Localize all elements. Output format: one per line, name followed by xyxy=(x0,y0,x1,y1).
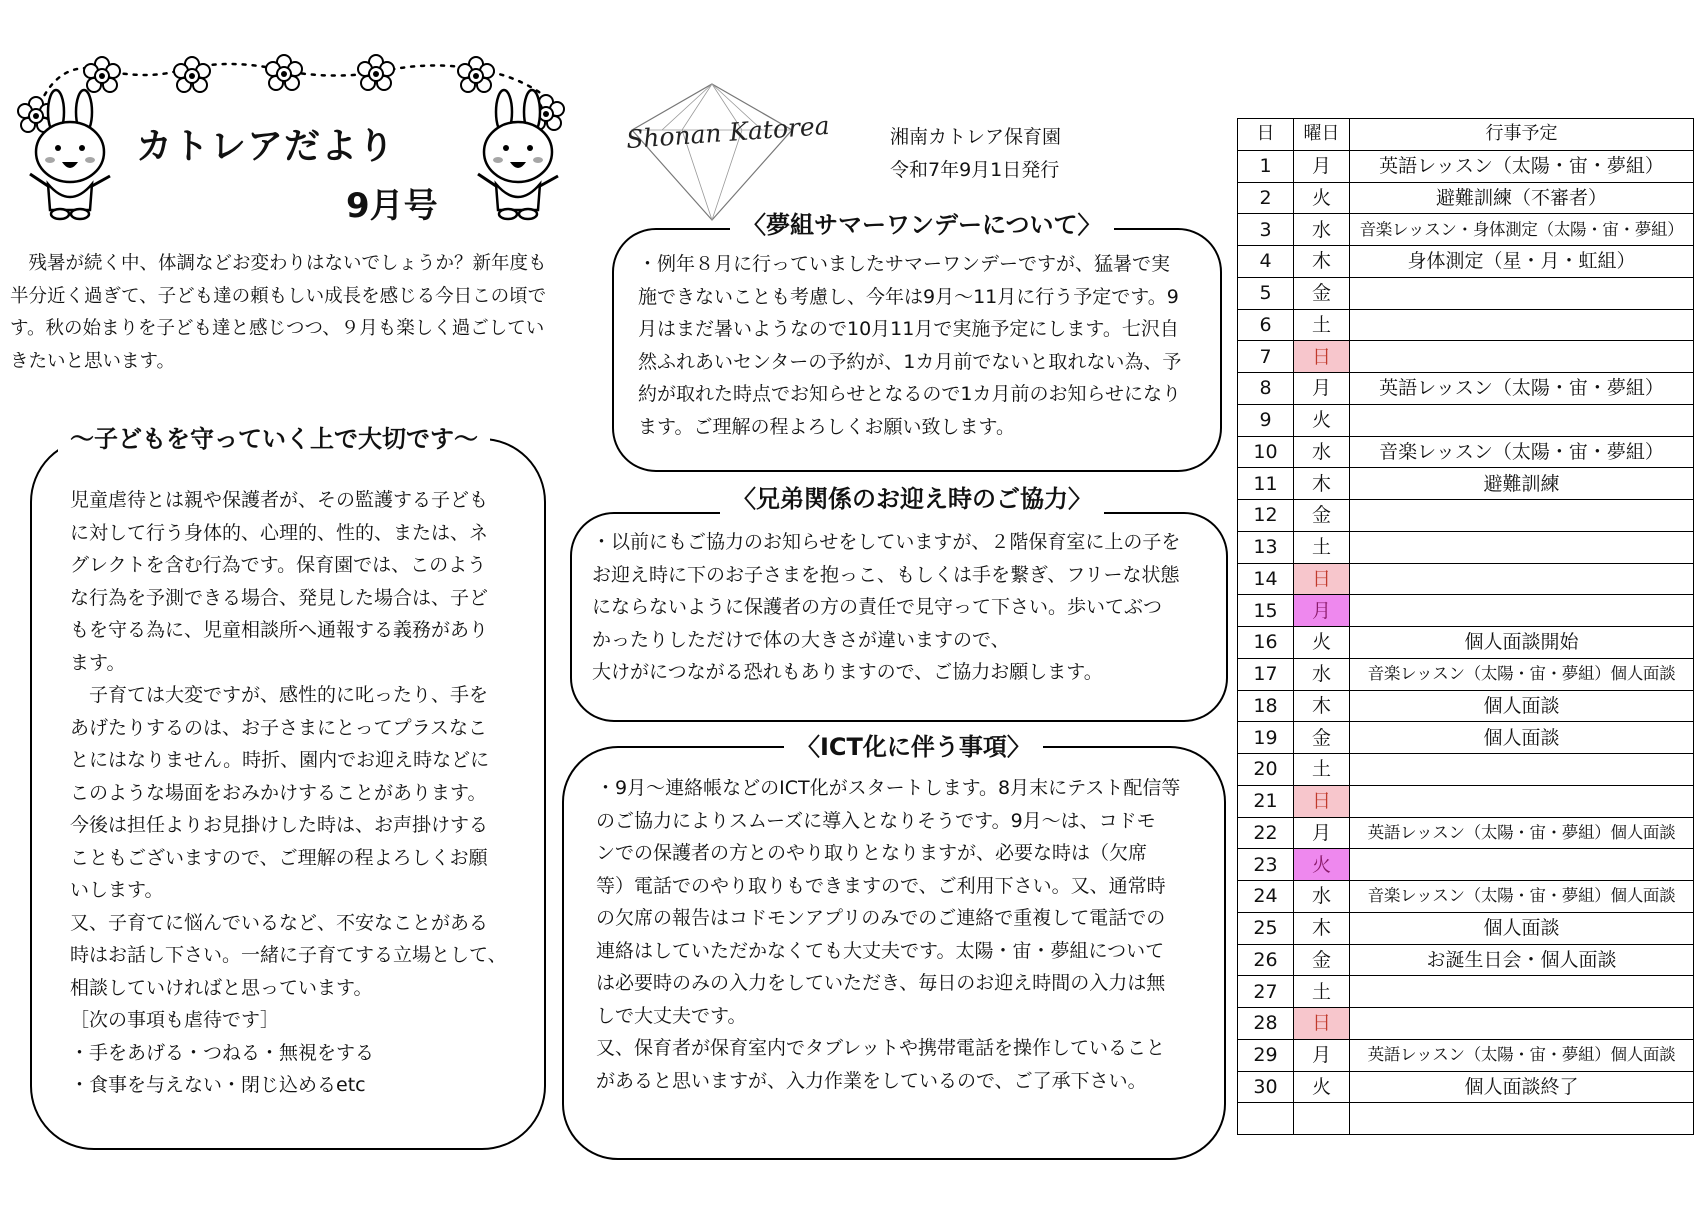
schedule-weekday-cell: 日 xyxy=(1294,341,1350,373)
schedule-weekday-cell: 火 xyxy=(1294,849,1350,881)
summer-section-title: 〈夢組サマーワンデーについて〉 xyxy=(730,210,1114,240)
schedule-day-cell: 4 xyxy=(1238,246,1294,278)
schedule-weekday-cell: 水 xyxy=(1294,436,1350,468)
schedule-weekday-cell: 土 xyxy=(1294,754,1350,786)
schedule-weekday-cell: 水 xyxy=(1294,658,1350,690)
schedule-weekday-cell: 水 xyxy=(1294,214,1350,246)
ict-section-title: 〈ICT化に伴う事項〉 xyxy=(784,732,1043,762)
schedule-weekday-cell: 火 xyxy=(1294,1071,1350,1103)
school-logo-text: Shonan Katorea xyxy=(625,110,831,155)
flower-icon xyxy=(358,55,394,90)
schedule-day-cell: 1 xyxy=(1238,150,1294,182)
schedule-event-cell xyxy=(1350,976,1694,1008)
schedule-row xyxy=(1238,500,1694,532)
flower-icon xyxy=(458,57,494,92)
schedule-day-cell: 18 xyxy=(1238,690,1294,722)
school-name: 湘南カトレア保育園 xyxy=(890,126,1062,148)
schedule-row xyxy=(1238,785,1694,817)
schedule-row xyxy=(1238,754,1694,786)
siblings-section-title: 〈兄弟関係のお迎え時のご協力〉 xyxy=(720,484,1104,514)
schedule-event-cell: 英語レッスン（太陽・宙・夢組）個人面談 xyxy=(1350,817,1694,849)
schedule-weekday-cell: 月 xyxy=(1294,595,1350,627)
schedule-row xyxy=(1238,182,1694,214)
schedule-event-cell: 個人面談 xyxy=(1350,722,1694,754)
issue-date: 令和7年9月1日発行 xyxy=(890,159,1060,181)
schedule-row xyxy=(1238,246,1694,278)
schedule-row xyxy=(1238,1103,1694,1135)
schedule-row xyxy=(1238,468,1694,500)
schedule-event-cell xyxy=(1350,1008,1694,1040)
schedule-day-cell: 12 xyxy=(1238,500,1294,532)
schedule-day-cell: 25 xyxy=(1238,912,1294,944)
schedule-day-cell: 5 xyxy=(1238,277,1294,309)
schedule-day-cell: 11 xyxy=(1238,468,1294,500)
summer-section-body: ・例年８月に行っていましたサマーワンデーですが、猛暑で実 施できないことも考慮し、今年は9月～11月に行う予定です。9 月はまだ暑いようなので10月11月で実施予定にします。七沢自 然ふれあいセンターの予約が、1カ月前でないと取れない為、予 約が取れた時点でお知らせとなるので1カ月前のお知らせになり ます。ご理解の程よろしくお願い致します。 xyxy=(638,253,1182,438)
event-schedule-table xyxy=(1237,118,1694,1135)
schedule-event-cell xyxy=(1350,1103,1694,1135)
schedule-day-cell: 21 xyxy=(1238,785,1294,817)
siblings-section-body: ・以前にもご協力のお知らせをしていますが、２階保育室に上の子を お迎え時に下のお子さまを抱っこ、もしくは手を繋ぎ、フリーな状態 にならないように保護者の方の責任で見守って下さい。歩いてぶつ かったりしただけで体の大きさが違いますので、 大けがにつながる恐れもありますので、ご協力お願します。 xyxy=(592,531,1181,683)
schedule-weekday-cell: 土 xyxy=(1294,976,1350,1008)
schedule-day-cell: 14 xyxy=(1238,563,1294,595)
protect-section-body: 児童虐待とは親や保護者が、その監護する子ども に対して行う身体的、心理的、性的、または、ネ グレクトを含む行為です。保育園では、このよう な行為を予測できる場合、発見した場合は、子ど もを守る為に、児童相談所へ通報する義務があり ます。 子育ては大変ですが、感性的に叱ったり、手を あげたりするのは、お子さまにとってプラスなこ とにはなりません。時折、園内でお迎え時などに このような場面をおみかけすることがあります。 今後は担任よりお見掛けした時は、お声掛けする こともございますので、ご理解の程よろしくお願 いします。 又、子育てに悩んでいるなど、不安なことがある 時はお話し下さい。一緒に子育てする立場として、 相談していければと思っています。 ［次の事項も虐待です］ ・手をあげる・つねる・無視をする ・食事を与えない・閉じ込めるetc xyxy=(70,489,507,1096)
schedule-event-cell xyxy=(1350,309,1694,341)
flower-icon xyxy=(174,57,210,92)
schedule-event-cell xyxy=(1350,595,1694,627)
schedule-event-cell: お誕生日会・個人面談 xyxy=(1350,944,1694,976)
schedule-event-cell: 音楽レッスン・身体測定（太陽・宙・夢組） xyxy=(1350,214,1694,246)
schedule-weekday-cell: 木 xyxy=(1294,912,1350,944)
schedule-weekday-cell: 水 xyxy=(1294,881,1350,913)
schedule-weekday-cell: 火 xyxy=(1294,404,1350,436)
schedule-day-cell: 13 xyxy=(1238,531,1294,563)
schedule-event-cell: 音楽レッスン（太陽・宙・夢組） xyxy=(1350,436,1694,468)
schedule-day-cell: 16 xyxy=(1238,627,1294,659)
schedule-day-cell: 10 xyxy=(1238,436,1294,468)
schedule-event-cell: 英語レッスン（太陽・宙・夢組） xyxy=(1350,150,1694,182)
schedule-weekday-cell: 木 xyxy=(1294,690,1350,722)
schedule-row xyxy=(1238,373,1694,405)
schedule-day-cell: 28 xyxy=(1238,1008,1294,1040)
day-column-header: 日 xyxy=(1238,119,1294,151)
schedule-row xyxy=(1238,404,1694,436)
schedule-event-cell xyxy=(1350,563,1694,595)
schedule-day-cell: 7 xyxy=(1238,341,1294,373)
schedule-event-cell: 音楽レッスン（太陽・宙・夢組）個人面談 xyxy=(1350,658,1694,690)
schedule-row xyxy=(1238,214,1694,246)
newsletter-title: カトレアだより xyxy=(136,126,396,167)
schedule-weekday-cell xyxy=(1294,1103,1350,1135)
schedule-event-cell: 個人面談 xyxy=(1350,690,1694,722)
schedule-row xyxy=(1238,944,1694,976)
schedule-weekday-cell: 土 xyxy=(1294,309,1350,341)
schedule-row xyxy=(1238,722,1694,754)
schedule-day-cell: 19 xyxy=(1238,722,1294,754)
schedule-day-cell: 24 xyxy=(1238,881,1294,913)
schedule-event-cell xyxy=(1350,404,1694,436)
schedule-event-cell: 避難訓練 xyxy=(1350,468,1694,500)
schedule-row xyxy=(1238,531,1694,563)
intro-text: 残暑が続く中、体調などお変わりはないでしょうか？新年度も 半分近く過ぎて、子ども達の頼もしい成長を感じる今日この頃で す。秋の始まりを子ども達と感じつつ、９月も楽しく過ごしてい きたいと思います。 xyxy=(10,253,547,372)
schedule-day-cell: 3 xyxy=(1238,214,1294,246)
schedule-row xyxy=(1238,436,1694,468)
schedule-day-cell: 2 xyxy=(1238,182,1294,214)
schedule-day-cell: 8 xyxy=(1238,373,1294,405)
schedule-row xyxy=(1238,277,1694,309)
schedule-weekday-cell: 金 xyxy=(1294,277,1350,309)
schedule-row xyxy=(1238,1071,1694,1103)
schedule-event-cell: 英語レッスン（太陽・宙・夢組） xyxy=(1350,373,1694,405)
schedule-header-row xyxy=(1238,119,1694,151)
schedule-weekday-cell: 金 xyxy=(1294,944,1350,976)
protect-section-title: ～子どもを守っていく上で大切です～ xyxy=(58,424,490,454)
schedule-row xyxy=(1238,563,1694,595)
schedule-day-cell: 17 xyxy=(1238,658,1294,690)
schedule-row xyxy=(1238,341,1694,373)
schedule-event-cell xyxy=(1350,277,1694,309)
schedule-event-cell: 個人面談 xyxy=(1350,912,1694,944)
schedule-day-cell: 22 xyxy=(1238,817,1294,849)
flower-icon xyxy=(84,57,120,92)
schedule-day-cell: 15 xyxy=(1238,595,1294,627)
schedule-weekday-cell: 火 xyxy=(1294,182,1350,214)
schedule-day-cell: 30 xyxy=(1238,1071,1294,1103)
schedule-weekday-cell: 月 xyxy=(1294,1039,1350,1071)
schedule-day-cell: 26 xyxy=(1238,944,1294,976)
schedule-row xyxy=(1238,595,1694,627)
schedule-weekday-cell: 火 xyxy=(1294,627,1350,659)
schedule-event-cell: 身体測定（星・月・虹組） xyxy=(1350,246,1694,278)
schedule-weekday-cell: 月 xyxy=(1294,817,1350,849)
schedule-row xyxy=(1238,849,1694,881)
schedule-event-cell xyxy=(1350,500,1694,532)
schedule-row xyxy=(1238,690,1694,722)
schedule-weekday-cell: 木 xyxy=(1294,246,1350,278)
event-column-header: 行事予定 xyxy=(1350,119,1694,151)
schedule-row xyxy=(1238,658,1694,690)
schedule-weekday-cell: 金 xyxy=(1294,500,1350,532)
schedule-event-cell xyxy=(1350,341,1694,373)
schedule-day-cell: 27 xyxy=(1238,976,1294,1008)
schedule-event-cell xyxy=(1350,785,1694,817)
schedule-weekday-cell: 日 xyxy=(1294,563,1350,595)
schedule-row xyxy=(1238,1039,1694,1071)
schedule-day-cell xyxy=(1238,1103,1294,1135)
schedule-day-cell: 6 xyxy=(1238,309,1294,341)
schedule-row xyxy=(1238,976,1694,1008)
schedule-event-cell xyxy=(1350,849,1694,881)
schedule-event-cell: 英語レッスン（太陽・宙・夢組）個人面談 xyxy=(1350,1039,1694,1071)
schedule-row xyxy=(1238,150,1694,182)
schedule-event-cell: 音楽レッスン（太陽・宙・夢組）個人面談 xyxy=(1350,881,1694,913)
schedule-day-cell: 23 xyxy=(1238,849,1294,881)
issue-label: 9月号 xyxy=(346,186,438,226)
ict-section-body: ・9月～連絡帳などのICT化がスタートします。8月末にテスト配信等 のご協力によりスムーズに導入となりそうです。9月～は、コドモ ンでの保護者の方とのやり取りとなりますが、必要な時は（欠席 等）電話でのやり取りもできますので、ご利用下さい。又、通常時 の欠席の報告はコドモンアプリのみでのご連絡で重複して電話での 連絡はしていただかなくても大丈夫です。太陽・宙・夢組について は必要時のみの入力をしていただき、毎日のお迎え時間の入力は無 しで大丈夫です。 又、保育者が保育室内でタブレットや携帯電話を操作していること があると思いますが、入力作業をしているので、ご了承下さい。 xyxy=(596,777,1181,1092)
schedule-event-cell: 個人面談終了 xyxy=(1350,1071,1694,1103)
schedule-row xyxy=(1238,627,1694,659)
schedule-weekday-cell: 金 xyxy=(1294,722,1350,754)
schedule-event-cell: 個人面談開始 xyxy=(1350,627,1694,659)
schedule-weekday-cell: 土 xyxy=(1294,531,1350,563)
schedule-row xyxy=(1238,912,1694,944)
schedule-weekday-cell: 木 xyxy=(1294,468,1350,500)
schedule-day-cell: 29 xyxy=(1238,1039,1294,1071)
schedule-row xyxy=(1238,309,1694,341)
schedule-day-cell: 20 xyxy=(1238,754,1294,786)
weekday-column-header: 曜日 xyxy=(1294,119,1350,151)
schedule-day-cell: 9 xyxy=(1238,404,1294,436)
schedule-row xyxy=(1238,1008,1694,1040)
schedule-weekday-cell: 日 xyxy=(1294,1008,1350,1040)
schedule-event-cell: 避難訓練（不審者） xyxy=(1350,182,1694,214)
schedule-event-cell xyxy=(1350,754,1694,786)
schedule-row xyxy=(1238,881,1694,913)
flower-icon xyxy=(266,55,302,90)
schedule-weekday-cell: 月 xyxy=(1294,150,1350,182)
schedule-weekday-cell: 日 xyxy=(1294,785,1350,817)
schedule-row xyxy=(1238,817,1694,849)
schedule-event-cell xyxy=(1350,531,1694,563)
schedule-weekday-cell: 月 xyxy=(1294,373,1350,405)
